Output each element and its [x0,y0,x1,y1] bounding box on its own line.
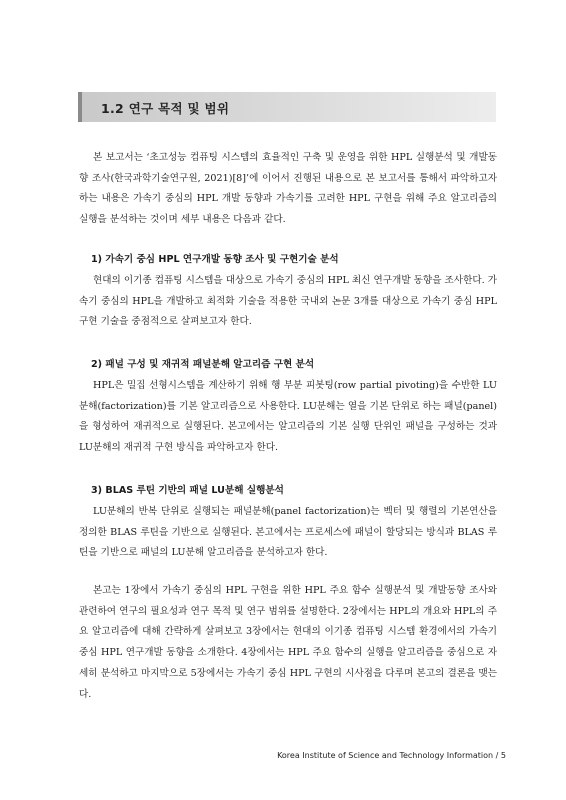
section-title: 1.2 연구 목적 및 범위 [101,101,230,116]
item-1-heading: 1) 가속기 중심 HPL 연구개발 동향 조사 및 구현기술 분석 [91,254,339,265]
item-2-heading: 2) 패널 구성 및 재귀적 패널분해 알고리즘 구현 분석 [91,359,315,370]
outline-paragraph [79,581,497,705]
outline-text: 본고는 1장에서 가속기 중심의 HPL 구현을 위한 HPL 주요 함수 실행분석 및 개발동향 조사와 관련하여 연구의 필요성과 연구 목적 및 연구 범위를 설명한다. 2장에서는 HPL의 개요와 HPL의 주요 알고리즘에 대해 간략하게 살펴보고 3장에서는 현대의 이기종 컴퓨팅 시스템 환경에서의 가속기 중심 HPL 연구개발 동향을 소개한다. 4장에서는 HPL 주요 함수의 실행을 알고리즘을 중심으로 자세히 분석하고 마지막으로 5장에서는 가속기 중심 HPL 구현의 시사점을 다루며 본고의 결론을 맺는다. [79,585,497,700]
intro-paragraph [79,148,497,231]
section-header-accent [78,92,82,122]
item-1-text: 현대의 이기종 컴퓨팅 시스템을 대상으로 가속기 중심의 HPL 최신 연구개발 동향을 조사한다. 가속기 중심의 HPL을 개발하고 최적화 기술을 적용한 국내외 논문 3개를 대상으로 가속기 중심 HPL 구현 기술을 중점적으로 살펴보고자 한다. [79,275,497,328]
item-3-paragraph [79,502,497,564]
item-2-paragraph [79,376,497,459]
intro-text: 본 보고서는 ‘초고성능 컴퓨팅 시스템의 효율적인 구축 및 운영을 위한 HPL 실행분석 및 개발동향 조사(한국과학기술연구원, 2021)[8]’에 이어서 진행된 내용으로 본 보고서를 통해서 파악하고자 하는 내용은 가속기 중심의 HPL 개발 동향과 가속기를 고려한 HPL 구현을 위해 주요 알고리즘의 실행을 분석하는 것이며 세부 내용은 다음과 같다. [79,152,497,226]
item-3-heading: 3) BLAS 루틴 기반의 패널 LU분해 실행분석 [91,485,284,496]
item-1-paragraph [79,271,497,333]
page-footer: Korea Institute of Science and Technology Information / 5 [277,751,506,760]
item-3-text: LU분해의 반복 단위로 실행되는 패널분해(panel factorization)는 벡터 및 행렬의 기본연산을 정의한 BLAS 루틴을 기반으로 실행된다. 본고에서는 프로세스에 패널이 할당되는 방식과 BLAS 루틴을 기반으로 패널의 LU분해 알고리즘을 분석하고자 한다. [79,506,497,559]
item-2-text: HPL은 밀집 선형시스템을 계산하기 위해 행 부분 피봇팅(row partial pivoting)을 수반한 LU분해(factorization)를 기본 알고리즘으로 사용한다. LU분해는 열을 기본 단위로 하는 패널(panel)을 형성하여 재귀적으로 실행된다. 본고에서는 알고리즘의 기본 실행 단위인 패널을 구성하는 것과 LU분해의 재귀적 구현 방식을 파악하고자 한다. [79,380,497,454]
